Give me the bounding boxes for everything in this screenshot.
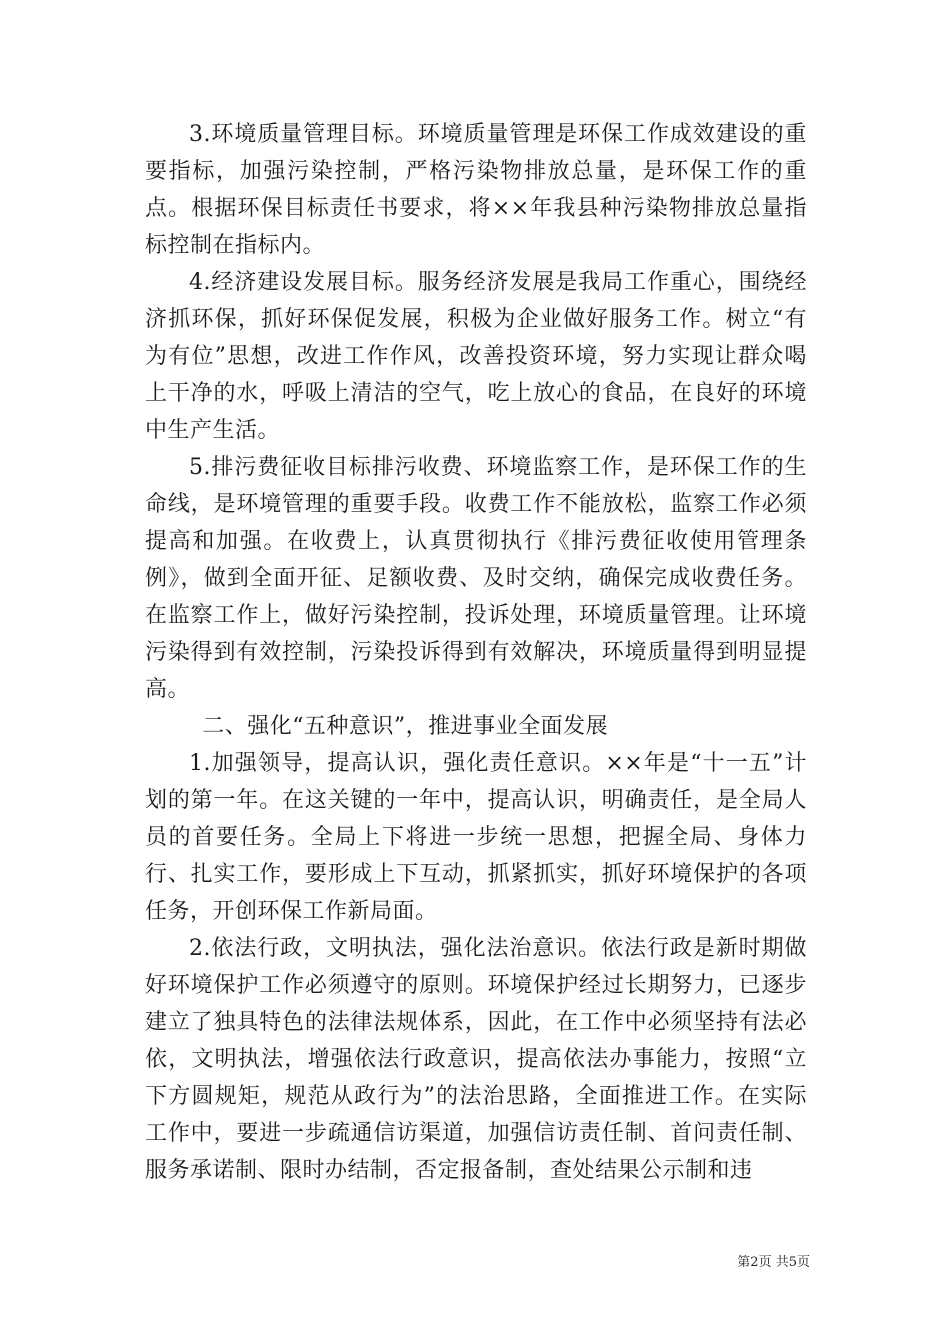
paragraph-economic-goal: 4.经济建设发展目标。服务经济发展是我局工作重心，围绕经济抓环保，抓好环保促发展，积极为企业做好服务工作。树立“有为有位”思想，改进工作作风，改善投资环境，努力实现让群众喝上干净的水，呼吸上清洁的空气，吃上放心的食品，在良好的环境中生产生活。 (145, 270, 807, 443)
paragraph-leadership: 1.加强领导，提高认识，强化责任意识。××年是“十一五”计划的第一年。在这关键的一年中，提高认识，明确责任，是全局人员的首要任务。全局上下将进一步统一思想，把握全局、身体力行、扎实工作，要形成上下互动，抓紧抓实，抓好环境保护的各项任务，开创环保工作新局面。 (145, 751, 807, 924)
paragraph-env-quality-goal: 3.环境质量管理目标。环境质量管理是环保工作成效建设的重要指标，加强污染控制，严格污染物排放总量，是环保工作的重点。根据环保目标责任书要求，将××年我县种污染物排放总量指标控制在指标内。 (145, 122, 807, 258)
document-body (145, 116, 807, 1189)
paragraph-rule-of-law: 2.依法行政，文明执法，强化法治意识。依法行政是新时期做好环境保护工作必须遵守的原则。环境保护经过长期努力，已逐步建立了独具特色的法律法规体系，因此，在工作中必须坚持有法必依，文明执法，增强依法行政意识，提高依法办事能力，按照“立下方圆规矩，规范从政行为”的法治思路，全面推进工作。在实际工作中，要进一步疏通信访渠道，加强信访责任制、首问责任制、服务承诺制、限时办结制，否定报备制，查处结果公示制和违 (145, 936, 807, 1183)
page-number-suffix: 页 (796, 1255, 810, 1270)
page-number-prefix: 第 (737, 1255, 751, 1270)
section-heading: 二、强化“五种意识”，推进事业全面发展 (202, 714, 609, 739)
page-number (737, 1251, 810, 1270)
page-number-middle: 页 共 (758, 1255, 789, 1270)
current-page: 2 (750, 1255, 759, 1270)
paragraph-fee-collection-goal: 5.排污费征收目标排污收费、环境监察工作，是环保工作的生命线，是环境管理的重要手段。收费工作不能放松，监察工作必须提高和加强。在收费上，认真贯彻执行《排污费征收使用管理条例》，做到全面开征、足额收费、及时交纳，确保完成收费任务。在监察工作上，做好污染控制，投诉处理，环境质量管理。让环境污染得到有效控制，污染投诉得到有效解决，环境质量得到明显提高。 (145, 455, 807, 702)
total-pages: 5 (788, 1255, 797, 1270)
